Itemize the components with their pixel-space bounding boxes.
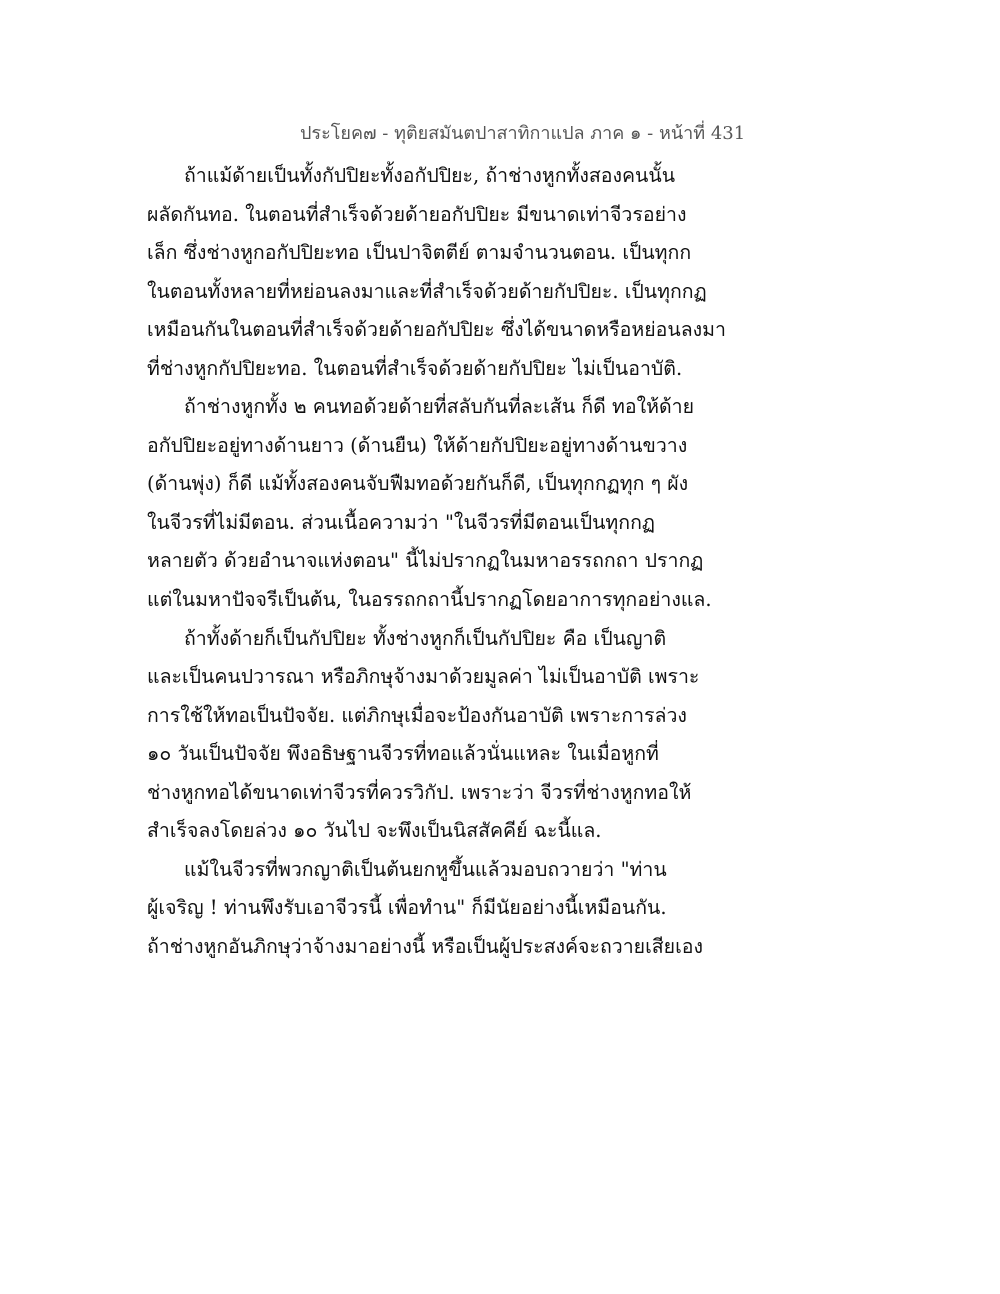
text-line: อกัปปิยะอยู่ทางด้านยาว (ด้านยืน) ให้ด้ายกัปปิยะอยู่ทางด้านขวาง bbox=[147, 433, 688, 457]
text-line: ช่างหูกทอได้ขนาดเท่าจีวรที่ควรวิกัป. เพราะว่า จีวรที่ช่างหูกทอให้ bbox=[147, 780, 692, 804]
text-line: ถ้าทั้งด้ายก็เป็นกัปปิยะ ทั้งช่างหูกก็เป็นกัปปิยะ คือ เป็นญาติ bbox=[184, 626, 667, 650]
text-line: แต่ในมหาปัจจรีเป็นต้น, ในอรรถกถานี้ปรากฏโดยอาการทุกอย่างแล. bbox=[147, 588, 712, 612]
text-line: เหมือนกันในตอนที่สำเร็จด้วยด้ายอกัปปิยะ ซึ่งได้ขนาดหรือหย่อนลงมา bbox=[147, 318, 726, 342]
text-line: และเป็นคนปวารณา หรือภิกษุจ้างมาด้วยมูลค่า ไม่เป็นอาบัติ เพราะ bbox=[147, 665, 700, 689]
paragraph-3 bbox=[147, 620, 737, 851]
text-line: ถ้าช่างหูกทั้ง ๒ คนทอด้วยด้ายที่สลับกันที่ละเส้น ก็ดี ทอให้ด้าย bbox=[184, 395, 695, 419]
text-line: เล็ก ซึ่งช่างหูกอกัปปิยะทอ เป็นปาจิตตีย์ ตามจำนวนตอน. เป็นทุกก bbox=[147, 241, 692, 265]
text-line: ถ้าแม้ด้ายเป็นทั้งกัปปิยะทั้งอกัปปิยะ, ถ้าช่างหูกทั้งสองคนนั้น bbox=[184, 164, 676, 187]
text-line: แม้ในจีวรที่พวกญาติเป็นต้นยกหูขึ้นแล้วมอบถวายว่า "ท่าน bbox=[184, 857, 667, 881]
text-line: ในจีวรที่ไม่มีตอน. ส่วนเนื้อความว่า "ในจีวรที่มีตอนเป็นทุกกฏ bbox=[147, 510, 655, 534]
paragraph-1 bbox=[147, 157, 737, 388]
text-line: ในตอนทั้งหลายที่หย่อนลงมาและที่สำเร็จด้วยด้ายกัปปิยะ. เป็นทุกกฏ bbox=[147, 279, 707, 303]
body-text bbox=[147, 157, 737, 966]
text-line: ที่ช่างหูกกัปปิยะทอ. ในตอนที่สำเร็จด้วยด้ายกัปปิยะ ไม่เป็นอาบัติ. bbox=[147, 356, 683, 380]
text-line: สำเร็จลงโดยล่วง ๑๐ วันไป จะพึงเป็นนิสสัคคีย์ ฉะนี้แล. bbox=[147, 819, 602, 843]
text-line: ผู้เจริญ ! ท่านพึงรับเอาจีวรนี้ เพื่อทำน" ก็มีนัยอย่างนี้เหมือนกัน. bbox=[147, 896, 667, 920]
running-head: ประโยค๗ - ทุติยสมันตปาสาทิกาแปล ภาค ๑ - หน้าที่ 431 bbox=[300, 123, 746, 144]
paragraph-4 bbox=[147, 851, 737, 967]
text-line: ผลัดกันทอ. ในตอนที่สำเร็จด้วยด้ายอกัปปิยะ มีขนาดเท่าจีวรอย่าง bbox=[147, 202, 687, 226]
text-line: การใช้ให้ทอเป็นปัจจัย. แต่ภิกษุเมื่อจะป้องกันอาบัติ เพราะการล่วง bbox=[147, 703, 687, 727]
text-line: ถ้าช่างหูกอันภิกษุว่าจ้างมาอย่างนี้ หรือเป็นผู้ประสงค์จะถวายเสียเอง bbox=[147, 934, 703, 958]
text-line: ๑๐ วันเป็นปัจจัย พึงอธิษฐานจีวรที่ทอแล้วนั่นแหละ ในเมื่อหูกที่ bbox=[147, 742, 659, 766]
text-line: (ด้านพุ่ง) ก็ดี แม้ทั้งสองคนจับฟืมทอด้วยกันก็ดี, เป็นทุกกฏทุก ๆ ผัง bbox=[147, 472, 689, 496]
paragraph-2 bbox=[147, 388, 737, 619]
text-line: หลายตัว ด้วยอำนาจแห่งตอน" นี้ไม่ปรากฏในมหาอรรถกถา ปรากฏ bbox=[147, 549, 704, 573]
